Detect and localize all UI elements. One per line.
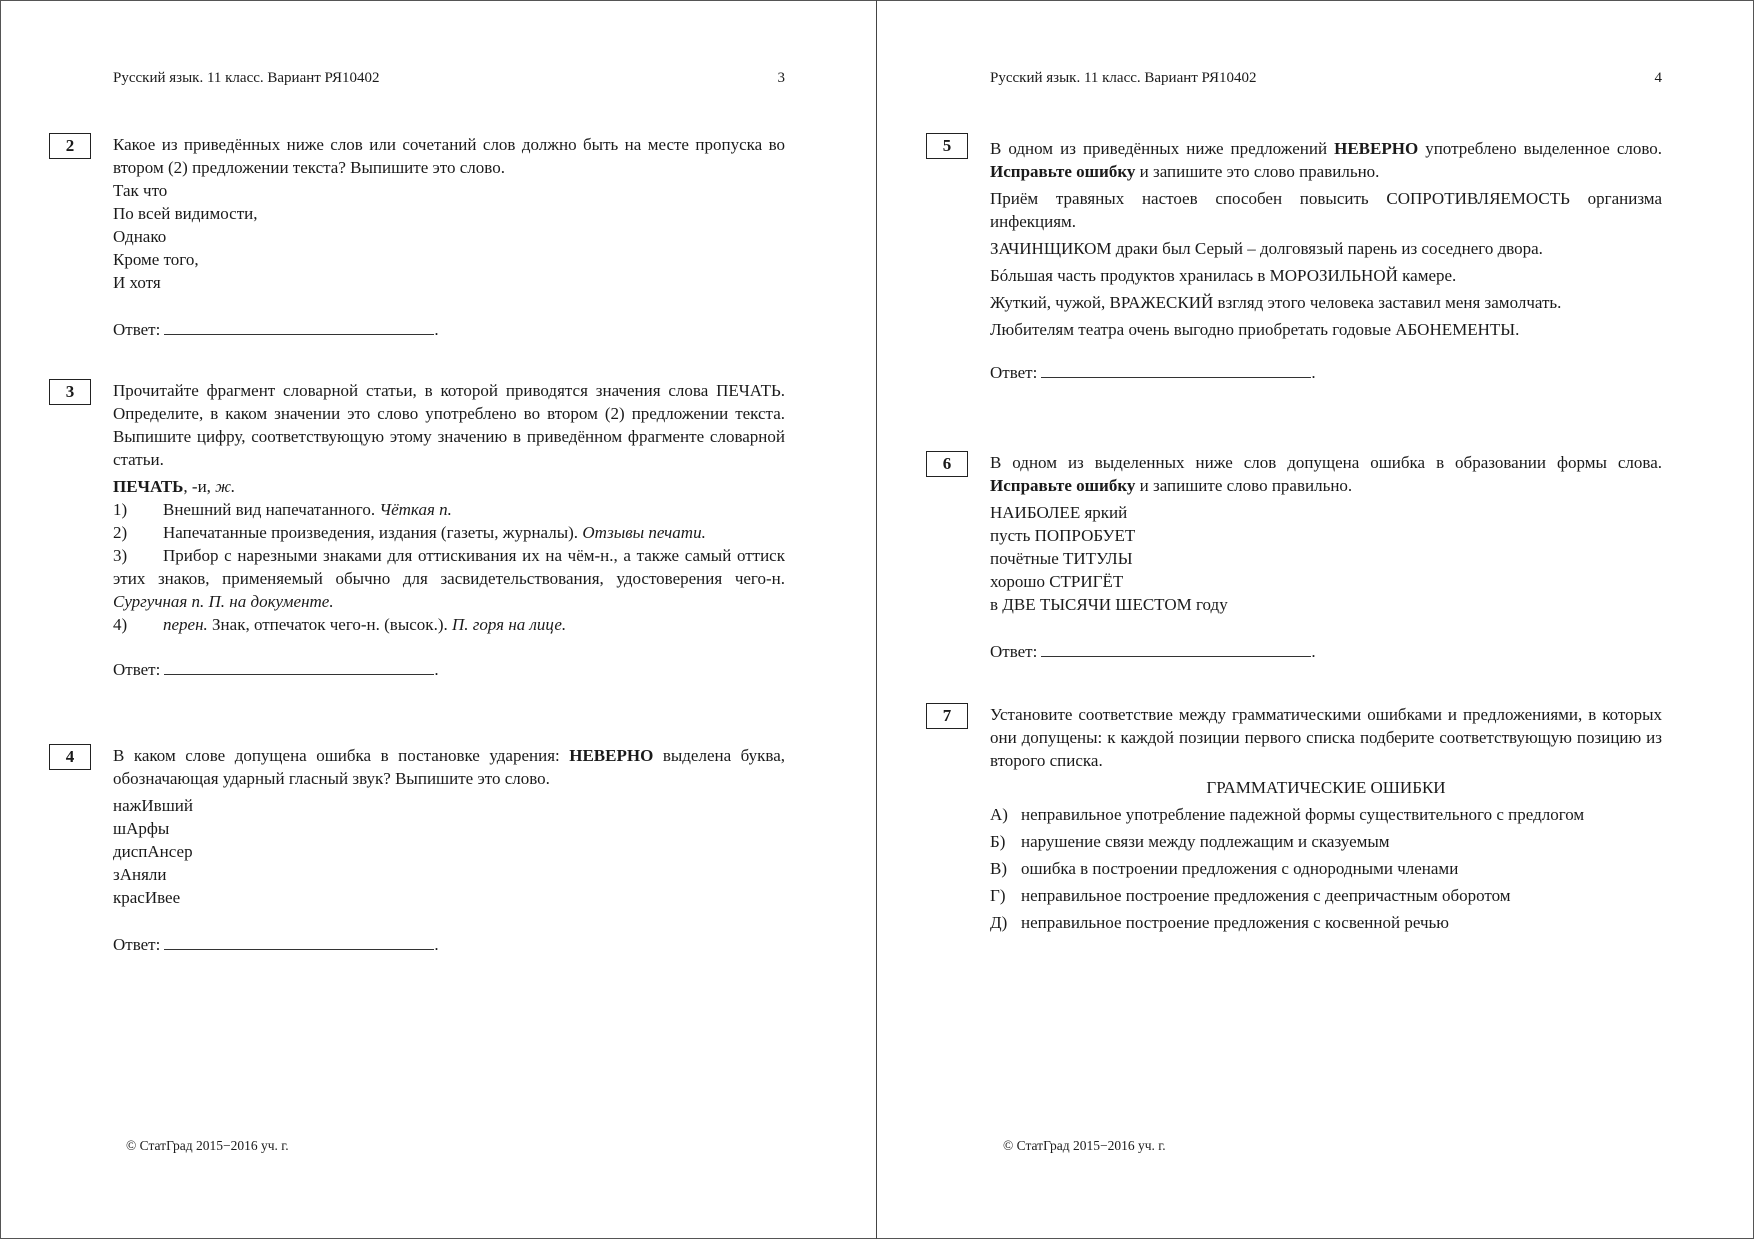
list-item: Г) неправильное построение предложения с деепричастным оборотом	[990, 886, 1511, 905]
list-item: Д) неправильное построение предложения с косвенной речью	[990, 913, 1449, 932]
sentence: Приём травяных настоев способен повысить СОПРОТИВЛЯЕМОСТЬ организма инфекциям.	[990, 189, 1662, 231]
task-6	[942, 451, 1662, 663]
answer-label: Ответ:	[990, 642, 1038, 661]
left-page	[0, 0, 876, 1239]
task-3	[65, 379, 785, 681]
task-number-box: 7	[926, 703, 968, 729]
definition: 2) Напечатанные произведения, издания (газеты, журналы). Отзывы печати.	[113, 523, 706, 542]
task-number-box: 5	[926, 133, 968, 159]
sentence: Жуткий, чужой, ВРАЖЕСКИЙ взгляд этого человека заставил меня замолчать.	[990, 293, 1562, 312]
answer-blank[interactable]	[1041, 640, 1311, 657]
option: Однако	[113, 227, 167, 246]
option: нажИвший	[113, 796, 193, 815]
option: в ДВЕ ТЫСЯЧИ ШЕСТОМ году	[990, 595, 1228, 614]
right-page	[877, 0, 1753, 1239]
option: шАрфы	[113, 819, 170, 838]
list-item: А) неправильное употребление падежной формы существительного с предлогом	[990, 805, 1585, 824]
answer-label: Ответ:	[113, 935, 161, 954]
answer-blank[interactable]	[1041, 361, 1311, 378]
option: По всей видимости,	[113, 204, 258, 223]
option: зАняли	[113, 865, 167, 884]
option: И хотя	[113, 273, 161, 292]
definition: 3) Прибор с нарезными знаками для оттискивания их на чём-н., а также самый оттиск этих знаков, применяемый обычно для засвидетельствования, удостоверения чего-н. Сургучная п. П. на документе.	[113, 546, 785, 611]
task-number-box: 3	[49, 379, 91, 405]
page-footer: © СтатГрад 2015−2016 уч. г.	[1003, 1138, 1166, 1153]
header-title: Русский язык. 11 класс. Вариант РЯ10402	[113, 70, 380, 86]
task-2	[65, 133, 785, 341]
option: почётные ТИТУЛЫ	[990, 549, 1133, 568]
list-item: Б) нарушение связи между подлежащим и сказуемым	[990, 832, 1390, 851]
answer-blank[interactable]	[164, 318, 434, 335]
answer-label: Ответ:	[990, 363, 1038, 382]
task-4	[65, 744, 785, 956]
task-5	[942, 136, 1663, 384]
definition: 1) Внешний вид напечатанного. Чёткая п.	[113, 500, 452, 519]
answer-line: Ответ: .	[113, 935, 439, 954]
option: Кроме того,	[113, 250, 199, 269]
task-question: Установите соответствие между грамматическими ошибками и предложениями, в которых они допущены: к каждой позиции первого списка подберите соответствующую позицию из второго списка.	[990, 705, 1662, 770]
page-header	[990, 70, 1662, 87]
answer-line: Ответ: .	[113, 660, 439, 679]
task-number-box: 2	[49, 133, 91, 159]
task-question: В одном из приведённых ниже предложений НЕВЕРНО употреблено выделенное слово. Исправьте ошибку и запишите это слово правильно.	[990, 139, 1663, 181]
answer-label: Ответ:	[113, 660, 161, 679]
answer-blank[interactable]	[164, 933, 434, 950]
option: хорошо СТРИГЁТ	[990, 572, 1124, 591]
answer-blank[interactable]	[164, 658, 434, 675]
dictionary-headword: ПЕЧАТЬ, -и, ж.	[113, 477, 236, 496]
task-number-box: 4	[49, 744, 91, 770]
sentence: Любителям театра очень выгодно приобретать годовые АБОНЕМЕНТЫ.	[990, 320, 1520, 339]
task-question: В каком слове допущена ошибка в постановке ударения: НЕВЕРНО выделена буква, обозначающая ударный гласный звук? Выпишите это слово.	[113, 746, 785, 788]
task-question: В одном из выделенных ниже слов допущена ошибка в образовании формы слова. Исправьте ошибку и запишите слово правильно.	[990, 453, 1662, 495]
task-number-box: 6	[926, 451, 968, 477]
page-number: 4	[1654, 70, 1662, 86]
page-footer: © СтатГрад 2015−2016 уч. г.	[126, 1138, 289, 1153]
answer-label: Ответ:	[113, 320, 161, 339]
option: диспАнсер	[113, 842, 193, 861]
option: НАИБОЛЕЕ яркий	[990, 503, 1128, 522]
list-item: В) ошибка в построении предложения с однородными членами	[990, 859, 1459, 878]
answer-line: Ответ: .	[990, 642, 1316, 661]
answer-line: Ответ: .	[990, 363, 1316, 382]
header-title: Русский язык. 11 класс. Вариант РЯ10402	[990, 70, 1257, 86]
page-header	[113, 70, 785, 87]
sentence: Бóльшая часть продуктов хранилась в МОРОЗИЛЬНОЙ камере.	[990, 266, 1457, 285]
definition: 4) перен. Знак, отпечаток чего-н. (высок.). П. горя на лице.	[113, 615, 567, 634]
sentence: ЗАЧИНЩИКОМ драки был Серый – долговязый парень из соседнего двора.	[990, 239, 1543, 258]
task-7	[942, 703, 1662, 934]
task-question: Какое из приведённых ниже слов или сочетаний слов должно быть на месте пропуска во втором (2) предложении текста? Выпишите это слово.	[113, 135, 785, 177]
answer-line: Ответ: .	[113, 320, 439, 339]
page-number: 3	[777, 70, 785, 86]
task-question: Прочитайте фрагмент словарной статьи, в которой приводятся значения слова ПЕЧАТЬ. Определите, в каком значении это слово употреблено во втором (2) предложении текста. Выпишите цифру, соответствующую этому значению в приведённом фрагменте словарной статьи.	[113, 381, 785, 469]
option: красИвее	[113, 888, 181, 907]
list-title: ГРАММАТИЧЕСКИЕ ОШИБКИ	[1206, 778, 1446, 797]
option: Так что	[113, 181, 168, 200]
option: пусть ПОПРОБУЕТ	[990, 526, 1136, 545]
